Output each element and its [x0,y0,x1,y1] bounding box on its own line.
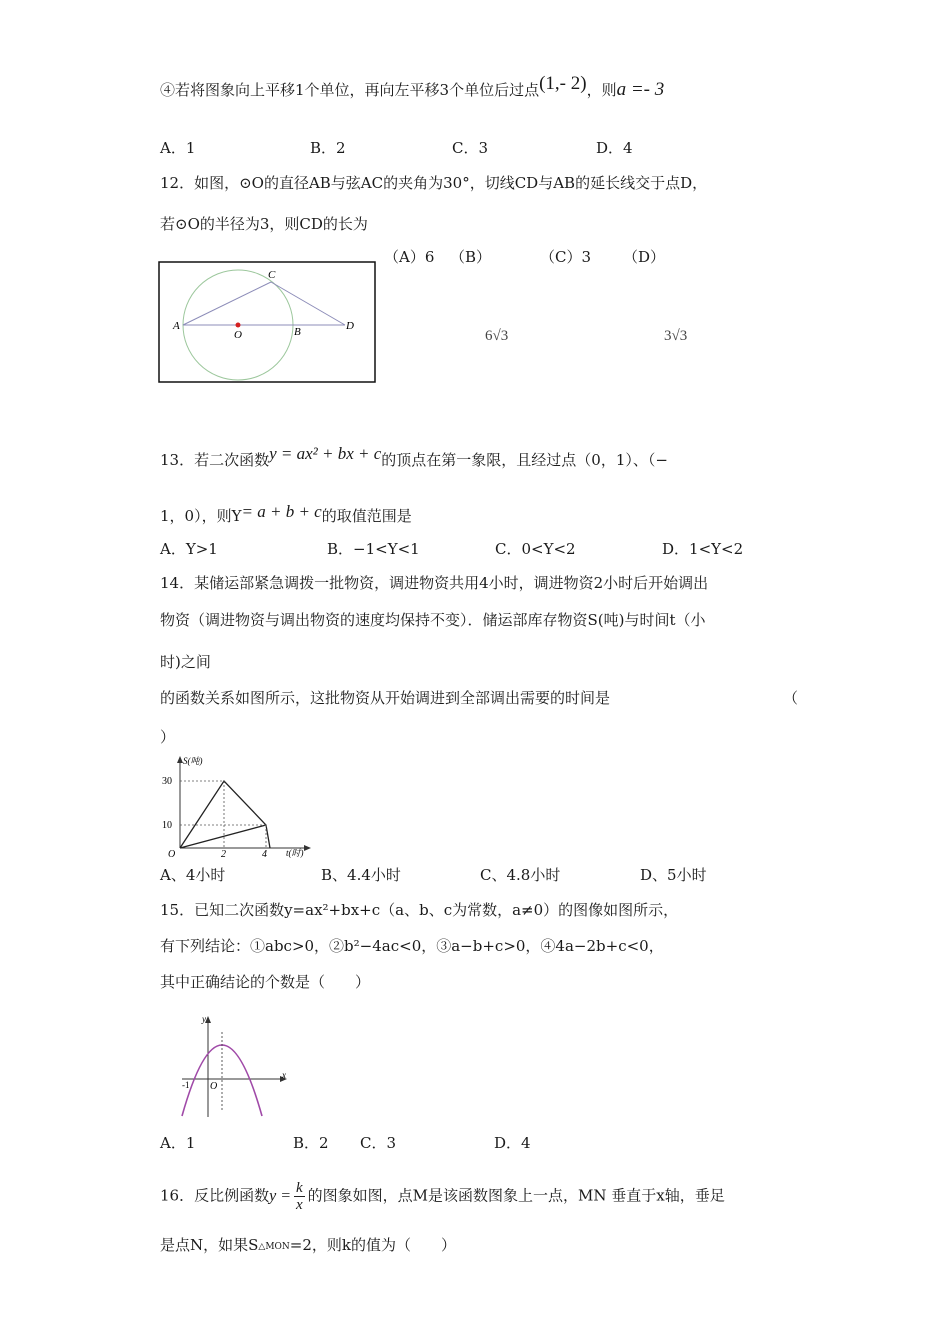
q11-option-d[interactable]: D．4 [596,139,633,157]
q14-stock-line [180,781,270,848]
q15-y-label: y [202,1014,206,1024]
q16-fraction [294,1180,305,1213]
q13-line2-prefix: 1，0），则Y [160,507,242,525]
q16-line2-prefix: 是点N，如果S [160,1236,259,1254]
q14-y-tick-10: 10 [162,820,172,831]
q14-y-tick-30: 30 [162,776,172,787]
q14-origin: O [168,849,176,860]
q12-label-b: B [294,326,301,338]
q14-y-label: S(吨) [183,756,203,766]
q14-x-tick-2: 2 [221,849,226,860]
q12-figure-frame [159,262,375,382]
q14-option-a[interactable]: A、4小时 [160,866,226,884]
q16-prefix: 16．反比例函数 [160,1186,270,1205]
q16-triangle-sub: △MON [258,1242,290,1252]
q15-option-c[interactable]: C．3 [360,1134,397,1152]
q12-option-d[interactable]: （D） [623,248,666,266]
q15-option-d[interactable]: D．4 [494,1134,531,1152]
q15-option-b[interactable]: B．2 [293,1134,329,1152]
q15-line-3: 其中正确结论的个数是（ ） [160,973,371,991]
q12-center-point [236,323,241,328]
q13-option-c[interactable]: C．0<Y<2 [495,540,576,558]
q12-option-a[interactable]: （A）6 [384,248,435,266]
q15-neg-one: -1 [182,1080,190,1090]
q11-option-c[interactable]: C．3 [452,139,489,157]
q14-paren-close: ） [160,728,176,746]
q16-func-y: y = [269,1187,291,1205]
q12-option-d-value: 3√3 [664,328,688,344]
q13-suffix: 的顶点在第一象限，且经过点（0，1）、（− [381,451,668,469]
q15-parabola-graph [178,1012,293,1122]
q16-suffix: 的图象如图，点M是该函数图象上一点，MN 垂直于x轴，垂足 [307,1186,725,1205]
q14-x-tick-4: 4 [262,849,267,860]
q11-stmt4-mid: ，则 [586,81,617,99]
q12-label-a: A [173,320,180,332]
q16-line-1 [160,1180,725,1213]
q16-line2-suffix: =2，则k的值为（ ） [289,1236,456,1254]
q13-line-1 [160,444,668,470]
q13-option-a[interactable]: A．Y>1 [160,540,218,558]
q14-line-1: 14．某储运部紧急调拨一批物资，调进物资共用4小时，调进物资2小时后开始调出 [160,574,709,592]
q13-option-d[interactable]: D．1<Y<2 [662,540,744,558]
q13-line-2 [160,502,412,526]
q14-line-4: 的函数关系如图所示，这批物资从开始调进到全部调出需要的时间是 [160,689,611,707]
q16-denominator: x [296,1197,303,1213]
q11-expr: a =- 3 [616,79,665,100]
q16-numerator: k [296,1180,303,1196]
q11-option-b[interactable]: B．2 [310,139,346,157]
q12-line-1: 12．如图，⊙O的直径AB与弦AC的夹角为30°，切线CD与AB的延长线交于点D， [160,174,708,192]
q15-line-1: 15．已知二次函数y=ax²+bx+c（a、b、c为常数，a≠0）的图像如图所示， [160,901,679,919]
q14-line-3: 时)之间 [160,653,211,671]
q14-x-label: t(时) [286,848,304,858]
q11-option-a[interactable]: A．1 [160,139,196,157]
q15-line-2: 有下列结论：①abc>0，②b²−4ac<0，③a−b+c>0，④4a−2b+c<0， [160,937,664,955]
q14-line-2: 物资（调进物资与调出物资的速度均保持不变）．储运部库存物资S(吨)与时间t（小 [160,611,706,629]
q14-x-arrow [304,845,311,851]
q13-prefix: 13．若二次函数 [160,451,270,469]
q11-stmt4-text: ④若将图象向上平移1个单位，再向左平移3个单位后过点 [160,81,540,99]
q14-option-b[interactable]: B、4.4小时 [321,866,401,884]
q15-origin: O [210,1081,218,1092]
q11-statement-4 [160,73,665,100]
q12-option-b[interactable]: （B） [450,248,492,266]
q15-x-label: x [282,1070,286,1080]
q12-label-c: C [268,269,276,281]
q13-line2-suffix: 的取值范围是 [321,507,412,525]
q13-option-b[interactable]: B．−1<Y<1 [327,540,420,558]
q15-option-a[interactable]: A．1 [160,1134,196,1152]
q14-option-d[interactable]: D、5小时 [640,866,707,884]
q12-option-c[interactable]: （C）3 [540,248,592,266]
q14-paren-open: （ [783,689,799,707]
q12-line-2: 若⊙O的半径为3，则CD的长为 [160,215,368,233]
q14-graph [158,753,323,860]
q12-circle-figure [158,261,377,384]
q13-function: y = ax² + bx + c [269,444,382,463]
q13-expr: = a + b + c [241,502,322,521]
q12-label-d: D [346,320,354,332]
q12-label-o: O [234,329,242,341]
q14-option-c[interactable]: C、4.8小时 [480,866,561,884]
q12-option-b-value: 6√3 [485,328,509,344]
q11-point: (1,- 2) [539,73,587,94]
q16-line-2 [160,1235,456,1255]
